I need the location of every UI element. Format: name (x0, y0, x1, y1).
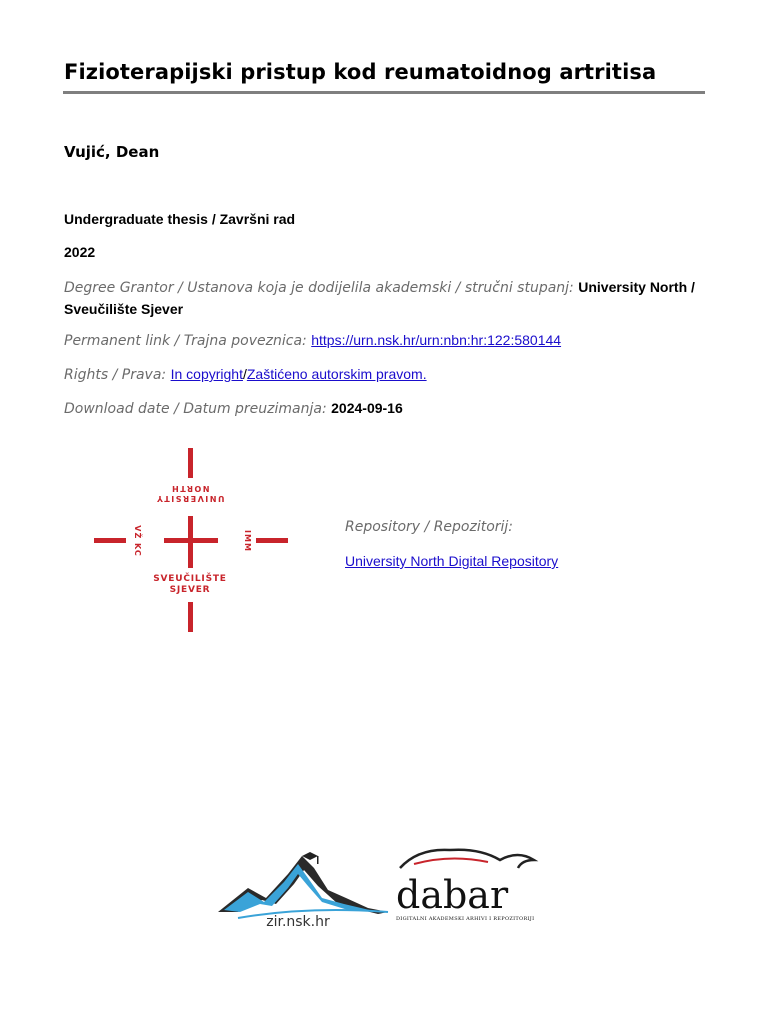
rights-row (64, 366, 427, 383)
rights-link-copyright[interactable]: In copyright (170, 366, 243, 382)
logo-text-right: IMM (243, 530, 252, 552)
rights-link-protected[interactable]: Zaštićeno autorskim pravom. (246, 366, 427, 382)
repository-label: Repository / Repozitorij: (345, 519, 514, 535)
logo-bar-left (94, 538, 126, 543)
degree-grantor-label: Degree Grantor / Ustanova koja je dodijelila akademski / stručni stupanj: (64, 280, 574, 296)
logo-bar-right (256, 538, 288, 543)
download-date-label: Download date / Datum preuzimanja: (64, 401, 327, 417)
graduation-cap-tassel (317, 856, 319, 864)
title-divider (63, 91, 705, 94)
logo-text-left: VŽ KC (133, 525, 142, 557)
logo-text-north: NORTH (170, 484, 210, 493)
dabar-red-curve (414, 858, 488, 864)
logo-bar-top (188, 448, 193, 478)
repository-logos (218, 838, 550, 930)
repository-label-row (345, 516, 513, 535)
logo-text-sjever: SJEVER (169, 585, 211, 595)
zir-text: zir.nsk.hr (266, 914, 330, 930)
logo-bar-center-h (164, 538, 218, 543)
logo-bar-bottom (188, 602, 193, 632)
degree-grantor-value: University North / Sveučilište Sjever (64, 279, 695, 317)
rights-separator: / (242, 366, 247, 382)
rights-label: Rights / Prava: (64, 367, 167, 383)
permanent-link-label-text: Permanent link / Trajna poveznica: (64, 333, 307, 349)
dabar-text: dabar (396, 873, 509, 917)
year: 2022 (64, 244, 96, 260)
repository-link[interactable]: University North Digital Repository (345, 553, 559, 569)
document-title: Fizioterapijski pristup kod reumatoidnog artritisa (64, 60, 657, 84)
zir-logo (218, 852, 388, 930)
logo-text-sveuciliste: SVEUČILIŠTE (153, 574, 227, 584)
dabar-subtitle: DIGITALNI AKADEMSKI ARHIVI I REPOZITORIJI (396, 916, 535, 922)
repository-link-row (345, 551, 558, 570)
permanent-link-row (64, 332, 561, 349)
download-date-value: 2024-09-16 (331, 400, 403, 416)
permanent-link[interactable]: https://urn.nsk.hr/urn:nbn:hr:122:580144 (311, 332, 562, 348)
degree-grantor (64, 277, 704, 321)
thesis-type: Undergraduate thesis / Završni rad (64, 211, 296, 227)
dabar-logo (396, 850, 534, 922)
download-date-row (64, 400, 403, 417)
logo-text-university: UNIVERSITY (155, 494, 225, 503)
university-north-logo (90, 446, 290, 634)
author-name: Vujić, Dean (64, 143, 160, 161)
